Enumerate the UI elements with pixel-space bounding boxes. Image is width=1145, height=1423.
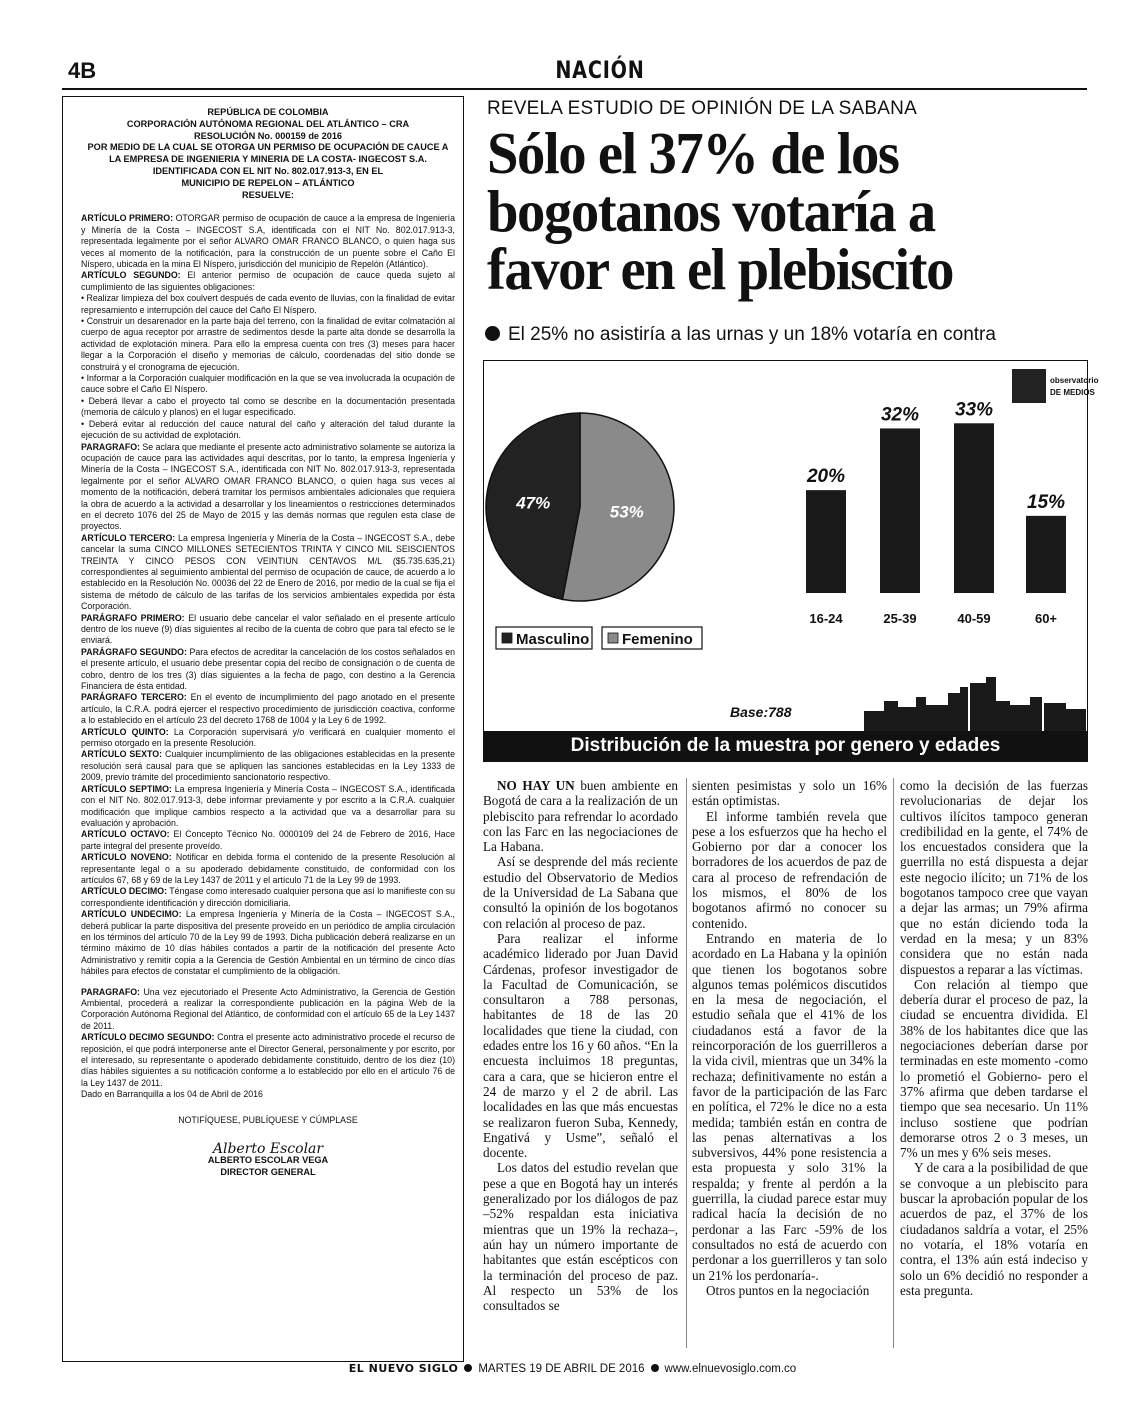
headline-line: bogotanos votaría a [487,178,935,244]
legal-paragraph-text: Cualquier incumplimiento de las obligaciones establecidas en la presente resolución será causal para que se apliquen las sanciones establecidas en la Ley 1333 de 2009, previo trámite del procedimiento sancionatorio respectivo. [81,749,455,783]
header-rule [62,88,1087,90]
legal-heading-line: CORPORACIÓN AUTÓNOMA REGIONAL DEL ATLÁNTICO – CRA [126,118,410,129]
legal-heading-line: LA EMPRESA DE INGENIERIA Y MINERIA DE LA COSTA- INGECOST S.A. [109,154,427,165]
article-paragraph: Para realizar el informe académico liderado por Juan David Cárdenas, profesor investigador de la Facultad de Comunicación, se consultaron a 788 personas, habitantes de 18 de las 20 localidades que tiene la ciudad, con edades entre los 16 y 60 años. “En la encuesta incluimos 18 preguntas, cara a cara, que se hicieron entre el 24 de marzo y el 2 de abril. Las localidades en las que más encuestas se realizaron fueron Suba, Kennedy, Engativá y Usme”, señaló el docente. [483,930,678,1161]
bar-category-label: 40-59 [957,611,991,626]
legal-paragraph-text: El usuario debe cancelar el valor señalado en el presente artículo dentro de los nueve (9) días siguientes al recibo de la cuenta de cobro que para tal efecto se le enviará. [81,612,455,646]
legal-paragraph-text: • Deberá evitar al reducción del cauce natural del caño y alteración del talud durante la ejecución de su actividad de explotación. [81,418,455,441]
legal-paragraph-text: Se aclara que mediante el presente acto administrativo solamente se autoriza la ocupación de cauce para las actividades aquí descritas, por lo tanto, la empresa Ingeniería y Minería de la Costa – INGECOST S.A., identificada con NIT No. 802.017.913-3, representada legalmente por el señor ALVARO OMAR FRANCO BLANCO, o quien haga sus veces al momento de la notificación, deberá tramitar los permisos ambientales adicionales que requiera la obra de acuerdo a la actividad a desarrollar y los lineamientos o restricciones determinados en el decreto 1076 del 25 de Mayo de 2015 y las demás normas que regulen esta clase de proyectos. [81,441,455,532]
bar-16-24 [806,490,846,593]
legal-paragraph-text: Contra el presente acto administrativo procede el recurso de reposición, el que podrá interponerse ante el Director General, personalmente y por escrito, por el interesado, su representante o apoderado debidamente constituido, dentro de los diez (10) días hábiles siguientes a su notificación conforme a lo establecido por ello en el artículo 76 de la Ley 1437 de 2011. [81,1032,455,1088]
skyline-building [864,711,884,733]
bullet-icon [485,326,500,341]
legal-article-label: ARTÍCULO SEGUNDO: [81,270,181,281]
signer-title: DIRECTOR GENERAL [220,1166,316,1177]
legal-paragraph-text: • Construir un desarenador en la parte baja del terreno, con la finalidad de evitar colmatación al cuerpo de agua receptor por arrastre de sedimentos desde la parte alta donde se desarrolla la actividad de explotación minera. Para ello la empresa cuenta con tres (3) meses para hacer llegar a la Corporación el diseño y memorias de cálculo, coordenadas del sitio donde se construirá y el cronograma de ejecución. [81,316,455,372]
legal-paragraph [81,727,455,750]
legal-paragraph-text: El anterior permiso de ocupación de cauce queda sujeto al cumplimiento de las siguientes obligaciones: [81,270,456,292]
legal-article-label: ARTÍCULO SEXTO: [81,749,163,760]
chart-panel [483,360,1099,762]
bar-40-59 [954,423,994,593]
bar-category-label: 16-24 [809,611,843,626]
footer-url: www.elnuevosiglo.com.co [664,1363,797,1375]
legal-paragraph-text: • Deberá llevar a cabo el proyecto tal como se describe en la documentación presentada (memoria de cálculo y planos) en el lugar especificado. [81,395,455,418]
logo-text: DE MEDIOS [1050,388,1095,397]
skyline-building [996,701,1010,733]
headline-line: Sólo el 37% de los [487,120,899,186]
skyline-building [1010,705,1030,733]
legal-paragraph-text: Una vez ejecutoriado el Presente Acto Administrativo, la Gerencia de Gestión Ambiental, procederá a realizar la correspondiente publicación en la página Web de la Corporación Autónoma Regional del Atlántico, de conformidad con el artículo 65 de la Ley 1437 de 2011. [81,986,455,1031]
legal-paragraph-text: Téngase como interesado cualquier persona que así lo manifieste con su correspondiente identificación y dirección domiciliaria. [81,886,455,908]
bar-value-label: 15% [1026,491,1066,513]
article-paragraph: Y de cara a la posibilidad de que se convoque a un plebiscito para buscar la aprobación popular de los acuerdos de paz, el 37% de los ciudadanos saldría a votar, el 25% no votaría, el 18% votaría en contra, el 13% aún está indeciso y solo un 6% decidió no responder a esta pregunta. [900,1160,1088,1298]
skyline-building [1030,697,1042,733]
legal-paragraph-text: • Informar a la Corporación cualquier modificación en la que se vea involucrada la ocupación de cauce sobre el Caño El Níspero. [81,373,455,395]
article-column-2 [692,778,887,1298]
article-paragraph: NO HAY UN buen ambiente en Bogotá de cara a la realización de un plebiscito para refrendar lo acordado con las Farc en las negociaciones de La Habana. [483,778,679,855]
column-divider [893,778,894,1348]
article-paragraph: Los datos del estudio revelan que pese a que en Bogotá hay un interés generalizado por los diálogos de paz –52% respaldan esta iniciativa mientras que un 19% la rechaza–, aún hay un número importante de habitantes que están escépticos con la terminación del proceso de paz. Al respecto un 53% de los consultados se [483,1160,678,1314]
legal-heading-line: REPÚBLICA DE COLOMBIA [207,107,329,117]
footer-date: MARTES 19 DE ABRIL DE 2016 [478,1363,645,1375]
legal-paragraph [81,886,455,909]
article-paragraph: como la decisión de las fuerzas revolucionarias de dejar los cultivos ilícitos tampoco generan credibilidad en la gente, el 74% de los encuestados considera que la guerrilla no está dispuesta a dejar este negocio ilícito; un 71% de los bogotanos tampoco cree que vayan a dejar las armas; un 79% afirma que no están diciendo toda la verdad en la mesa; y un 83% considera que no están nada dispuestos a reparar a las víctimas. [900,778,1088,977]
legal-paragraph [81,316,455,373]
legal-spacer [81,978,455,987]
legal-article-label: PARÁGRAFO SEGUNDO: [81,646,187,657]
legal-article-label: ARTÍCULO OCTAVO: [81,829,170,840]
skyline-building [986,677,996,733]
legal-paragraph [81,1089,455,1100]
legal-closing: NOTIFÍQUESE, PUBLÍQUESE Y CÚMPLASE [178,1114,358,1125]
legal-heading-line: POR MEDIO DE LA CUAL SE OTORGA UN PERMISO DE OCUPACIÓN DE CAUCE A [87,142,449,153]
legal-paragraph [81,692,455,726]
headline-line: favor en el plebiscito [487,236,953,302]
legal-paragraph [81,829,455,852]
dot-icon [651,1364,659,1372]
legal-paragraph-text: La empresa Ingeniería y Minería de la Costa – INGECOST S.A., deberá publicar la parte dispositiva del presente proveído en un periódico de amplia circulación en los términos del artículo 70 de la Ley 99 de 1993. Dicha publicación deberá realizarse en un término máximo de 10 días hábiles contados a partir de la notificación del presente Acto Administrativo y remitir copia a la Gerencia de Gestión Ambiental en un término de cinco días hábiles para efectos de constatar el cumplimiento de la obligación. [81,909,455,977]
article-paragraph: Con relación al tiempo que debería durar el proceso de paz, la ciudad se encuentra dividida. El 38% de los habitantes dice que las negociaciones deberían darse por terminadas en este momento -como lo prometió el Gobierno- pero el 37% afirma que deben tardarse el tiempo que sea necesario. Un 11% incluso sostiene que podrían demorarse otros 2 o 3 meses, un 7% un mes y 6% seis meses. [900,976,1088,1161]
skyline-building [948,693,960,733]
legal-paragraph-text: La Corporación supervisará y/o verificará en cualquier momento el permiso otorgado en la presente Resolución. [81,726,455,749]
signer-name: ALBERTO ESCOLAR VEGA [207,1155,329,1166]
bar-value-label: 20% [806,466,846,488]
article-paragraph: Otros puntos en la negociación [706,1282,870,1298]
observatorio-logo-icon [1012,369,1046,403]
footer-brand: EL NUEVO SIGLO [348,1362,459,1375]
logo-text: observatorio [1050,376,1099,385]
article-kicker: REVELA ESTUDIO DE OPINIÓN DE LA SABANA [487,98,917,119]
signature: Alberto Escolar [212,1141,324,1158]
legal-paragraph [81,419,455,442]
legal-article-label: ARTÍCULO PRIMERO: [81,213,174,224]
legal-article-label: ARTÍCULO SEPTIMO: [81,783,172,794]
legal-article-label: PARÁGRAFO TERCERO: [81,692,187,703]
legal-paragraph-text: Notificar en debida forma el contenido de la presente Resolución al representante legal o a su apoderado debidamente constituido, de conformidad con los artículos 67, 68 y 69 de la Ley 1437 de 2011 y el artículo 71 de la Ley 99 de 1993. [81,852,455,885]
legal-heading-line: MUNICIPIO DE REPELON – ATLÁNTICO [181,177,355,188]
skyline-building [884,701,898,733]
legal-heading-line: RESOLUCIÓN No. 000159 de 2016 [193,130,343,141]
bar-value-label: 33% [954,399,994,421]
legal-paragraph-text: El Concepto Técnico No. 0000109 del 24 de Febrero de 2016, Hace parte integral del presente proveído. [81,829,455,851]
base-label: Base:788 [730,704,792,720]
legal-paragraph [81,1032,455,1089]
legal-heading-line: RESUELVE: [242,189,294,200]
legal-article-label: PARÁGRAFO PRIMERO: [81,612,185,623]
subhead-text: El 25% no asistiría a las urnas y un 18% votaría en contra [508,324,996,345]
article-paragraph: Entrando en materia de lo acordado en La Habana y la opinión que tienen los bogotanos sobre algunos temas polémicos discutidos en la mesa de negociación, el estudio señala que el 41% de los ciudadanos está a favor de la reincorporación de los guerrilleros a la vida civil, mientras que un 34% la rechaza; definitivamente no están a favor de la participación de las Farc en política, el 72% le dice no a esta medida; también están en contra de las penas alternativas a los subversivos, 44% pone resistencia a esta propuesta y solo 31% la respalda; y frente al perdón a la guerrilla, la ciudad parece estar muy radical hacía la decisión de no perdonar a las Farc -59% de los consultados no está de acuerdo con perdonar a los guerrilleros y tan solo un 21% los perdonaría-. [692,930,887,1283]
chart-svg [484,361,1099,733]
legal-paragraph [81,647,455,693]
legal-article-label: ARTÍCULO DECIMO SEGUNDO: [81,1032,215,1043]
legal-paragraph [81,533,455,613]
legal-paragraph [81,293,455,316]
skyline-building [926,705,948,733]
page-number: 4B [68,58,97,83]
bar-category-label: 25-39 [883,611,917,626]
legal-paragraph [81,373,455,396]
skyline-building [960,687,968,733]
legal-paragraph [81,396,455,419]
legal-paragraph [81,213,455,270]
legal-paragraph [81,749,455,783]
legal-article-label: ARTÍCULO TERCERO: [81,532,176,543]
bar-60+ [1026,516,1066,593]
legend-swatch-masculino [502,633,512,643]
dot-icon [464,1364,472,1372]
legal-article-label: ARTÍCULO QUINTO: [81,726,169,737]
legal-paragraph-text: OTORGAR permiso de ocupación de cauce a la empresa de Ingeniería y Minería de la Costa – INGECOST S.A, identificada con el NIT No. 802.017.913-3, representada legalmente por el señor ALVARO OMAR FRANCO BLANCO, o quien haga sus veces al momento de la notificación, para la construcción de un puente sobre el Caño El Níspero, ubicada en la mina El Níspero, jurisdicción del municipio de Repelón (Atlántico). [81,213,456,269]
legal-paragraph-text: Dado en Barranquilla a los 04 de Abril de 2016 [81,1089,263,1100]
legal-article-label: ARTÍCULO DECIMO: [81,886,168,897]
page-footer [0,1362,1145,1375]
bar-value-label: 32% [880,404,920,426]
article-paragraph: Así se desprende del más reciente estudio del Observatorio de Medios de la Universidad de La Sabana que consultó la opinión de los bogotanos con relación al proceso de paz. [483,854,678,931]
pie-label-femenino: 53% [609,502,644,522]
article-headline [487,120,1063,302]
bar-25-39 [880,428,920,593]
legal-article-label: ARTÍCULO UNDECIMO: [81,909,182,920]
bar-category-label: 60+ [1034,611,1058,626]
legal-paragraph [81,852,455,886]
column-divider [686,778,687,1348]
legal-paragraph [81,442,455,533]
legal-article-label: PARAGRAFO: [81,986,140,997]
article-paragraph: sienten pesimistas y solo un 16% están optimistas. [692,778,887,809]
legal-paragraph [81,987,455,1033]
legend-label-femenino: Femenino [622,631,693,648]
legal-article-label: PARAGRAFO: [81,441,140,452]
legal-heading [81,107,455,201]
legend-swatch-femenino [608,633,618,643]
legal-paragraph-text: La empresa Ingeniería y Minería de la Costa – INGECOST S.A., debe cancelar la suma CINCO MILLONES SETECIENTOS TRINTA Y CINCO MIL SEISCIENTOS TREINTA Y CINCO PESOS CON VEINTIUN CENTAVOS M/L ($5.735.635,21) correspondientes al seguimiento ambiental del permiso de ocupación de cauce, de acuerdo a lo establecido en la Resolución No. 00036 del 22 de Enero de 2016, por medio de la cual se fija el sistema de método de cálculo de las tarifas de los servicios ambientales expedida por ésta Corporación. [81,532,455,612]
legal-paragraph-text: La empresa Ingeniería y Minería Costa – INGECOST S.A., identificada con el NIT No. 802.017.913-3, debe informar previamente y por escrito a la C.R.A. cualquier modificación que implique cambios respecto a la actividad que va a desarrollar para su evaluación y aprobación. [81,783,455,828]
skyline-building [970,683,986,733]
legal-paragraph [81,784,455,830]
pie-label-masculino: 47% [516,493,551,513]
article-column-1 [483,778,678,1313]
lead-in: NO HAY UN [497,778,575,793]
legal-article-label: ARTÍCULO NOVENO: [81,852,172,863]
skyline-building [898,707,916,733]
skyline-building [1044,703,1066,733]
article-subhead [485,324,996,346]
legend-label-masculino: Masculino [516,631,590,648]
legal-heading-line: IDENTIFICADA CON EL NIT No. 802.017.913-3, EN EL [152,165,384,176]
legal-paragraph [81,613,455,647]
legal-paragraph [81,909,455,977]
legal-body [81,213,455,1100]
legal-paragraph-text: • Realizar limpieza del box coulvert después de cada evento de lluvias, con la finalidad de evitar represamiento e interrupción del cauce del Caño El Níspero. [81,293,455,315]
section-title: NACIÓN [555,56,645,84]
skyline-building [1066,709,1086,733]
legal-notice [62,96,464,1362]
chart-title: Distribución de la muestra por genero y edades [484,731,1087,761]
legal-paragraph [81,270,455,293]
legal-paragraph-text: En el evento de incumplimiento del pago anotado en el presente artículo, la C.R.A. podrá ejercer el respectivo procedimiento de jurisdicción coactiva, conforme a lo establecido en el artículo 23 del decreto 1768 de 1004 y la Ley 6 de 1992. [81,692,455,726]
article-column-3 [900,778,1088,1298]
article-paragraph: El informe también revela que pese a los esfuerzos que ha hecho el Gobierno por dar a conocer los borradores de los acuerdos de paz de cara al proceso de refrendación de los mismos, el 80% de los bogotanos afirmó no conocer su contenido. [692,808,887,931]
skyline-building [916,697,926,733]
legal-paragraph-text: Para efectos de acreditar la cancelación de los costos señalados en el presente artículo, el usuario debe presentar copia del recibo de consignación o de cuenta de cobro, dentro de los tres (3) días siguientes a la fecha de pago, con destino a la Gerencia Financiera de ésta entidad. [81,646,456,692]
